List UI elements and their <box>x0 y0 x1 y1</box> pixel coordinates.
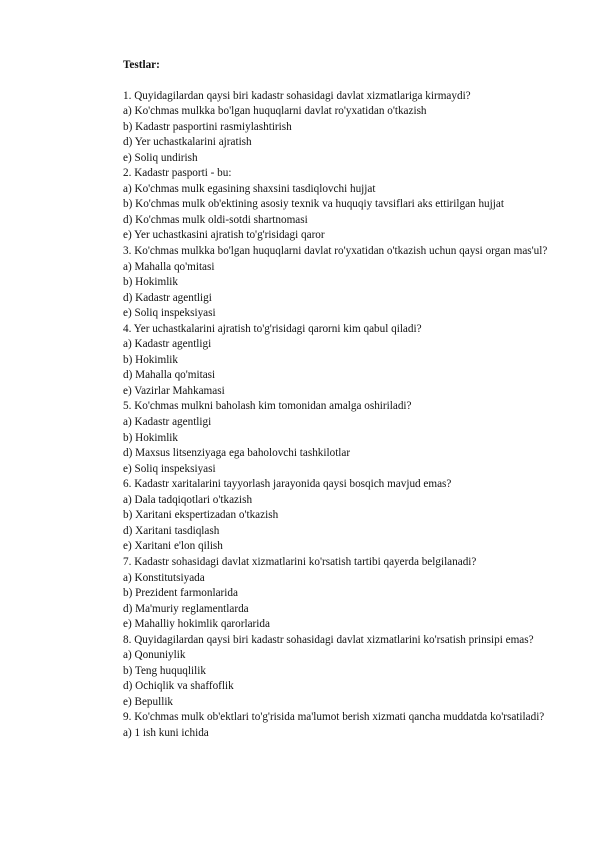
answer-option: a) Ko'chmas mulk egasining shaxsini tasdiqlovchi hujjat <box>123 182 376 195</box>
answer-option: b) Hokimlik <box>123 353 179 366</box>
page-heading: Testlar: <box>123 59 160 71</box>
question-text: 2. Kadastr pasporti - bu: <box>123 167 232 180</box>
answer-option: e) Soliq undirish <box>123 151 198 164</box>
question-text: 1. Quyidagilardan qaysi biri kadastr sohasidagi davlat xizmatlariga kirmaydi? <box>123 89 471 102</box>
question-text: 4. Yer uchastkalarini ajratish to'g'risidagi qarorni kim qabul qiladi? <box>123 322 422 335</box>
question-text: 8. Quyidagilardan qaysi biri kadastr sohasidagi davlat xizmatlarini ko'rsatish prinsipi emas? <box>123 633 534 646</box>
answer-option: e) Bepullik <box>123 695 174 708</box>
answer-option: b) Teng huquqlilik <box>123 664 206 677</box>
answer-option: a) Dala tadqiqotlari o'tkazish <box>123 493 253 506</box>
question-text: 5. Ko'chmas mulkni baholash kim tomonidan amalga oshiriladi? <box>123 400 412 413</box>
question-text: 7. Kadastr sohasidagi davlat xizmatlarini ko'rsatish tartibi qayerda belgilanadi? <box>123 555 477 568</box>
answer-option: e) Xaritani e'lon qilish <box>123 540 223 553</box>
answer-option: a) Konstitutsiyada <box>123 571 205 584</box>
answer-option: b) Prezident farmonlarida <box>123 587 238 600</box>
answer-option: d) Yer uchastkalarini ajratish <box>123 136 252 149</box>
answer-option: a) Ko'chmas mulkka bo'lgan huquqlarni davlat ro'yxatidan o'tkazish <box>123 105 427 118</box>
question-text: 9. Ko'chmas mulk ob'ektlari to'g'risida ma'lumot berish xizmati qancha muddatda ko'rsatiladi? <box>123 711 545 724</box>
answer-option: a) Mahalla qo'mitasi <box>123 260 215 273</box>
answer-option: b) Xaritani ekspertizadan o'tkazish <box>123 509 279 522</box>
answer-option: d) Ochiqlik va shaffoflik <box>123 680 234 693</box>
answer-option: e) Soliq inspeksiyasi <box>123 307 216 320</box>
answer-option: d) Mahalla qo'mitasi <box>123 369 216 382</box>
test-questions <box>86 89 553 742</box>
answer-option: d) Maxsus litsenziyaga ega baholovchi tashkilotlar <box>123 447 351 460</box>
answer-option: a) 1 ish kuni ichida <box>123 726 209 739</box>
answer-option: d) Xaritani tasdiqlash <box>123 524 220 537</box>
answer-option: b) Kadastr pasportini rasmiylashtirish <box>123 120 292 133</box>
answer-option: b) Hokimlik <box>123 431 179 444</box>
answer-option: e) Mahalliy hokimlik qarorlarida <box>123 618 270 631</box>
answer-option: e) Yer uchastkasini ajratish to'g'risidagi qaror <box>123 229 325 242</box>
answer-option: b) Ko'chmas mulk ob'ektining asosiy texnik va huquqiy tavsiflari aks ettirilgan hujjat <box>123 198 504 211</box>
answer-option: e) Soliq inspeksiyasi <box>123 462 216 475</box>
answer-option: d) Kadastr agentligi <box>123 291 212 304</box>
answer-option: d) Ma'muriy reglamentlarda <box>123 602 249 615</box>
answer-option: d) Ko'chmas mulk oldi-sotdi shartnomasi <box>123 213 308 226</box>
answer-option: b) Hokimlik <box>123 276 179 289</box>
question-text: 3. Ko'chmas mulkka bo'lgan huquqlarni davlat ro'yxatidan o'tkazish uchun qaysi organ mas'ul? <box>123 245 548 258</box>
answer-option: a) Kadastr agentligi <box>123 338 212 351</box>
answer-option: e) Vazirlar Mahkamasi <box>123 384 225 397</box>
answer-option: a) Kadastr agentligi <box>123 416 212 429</box>
question-text: 6. Kadastr xaritalarini tayyorlash jarayonida qaysi bosqich mavjud emas? <box>123 478 452 491</box>
answer-option: a) Qonuniylik <box>123 649 186 662</box>
